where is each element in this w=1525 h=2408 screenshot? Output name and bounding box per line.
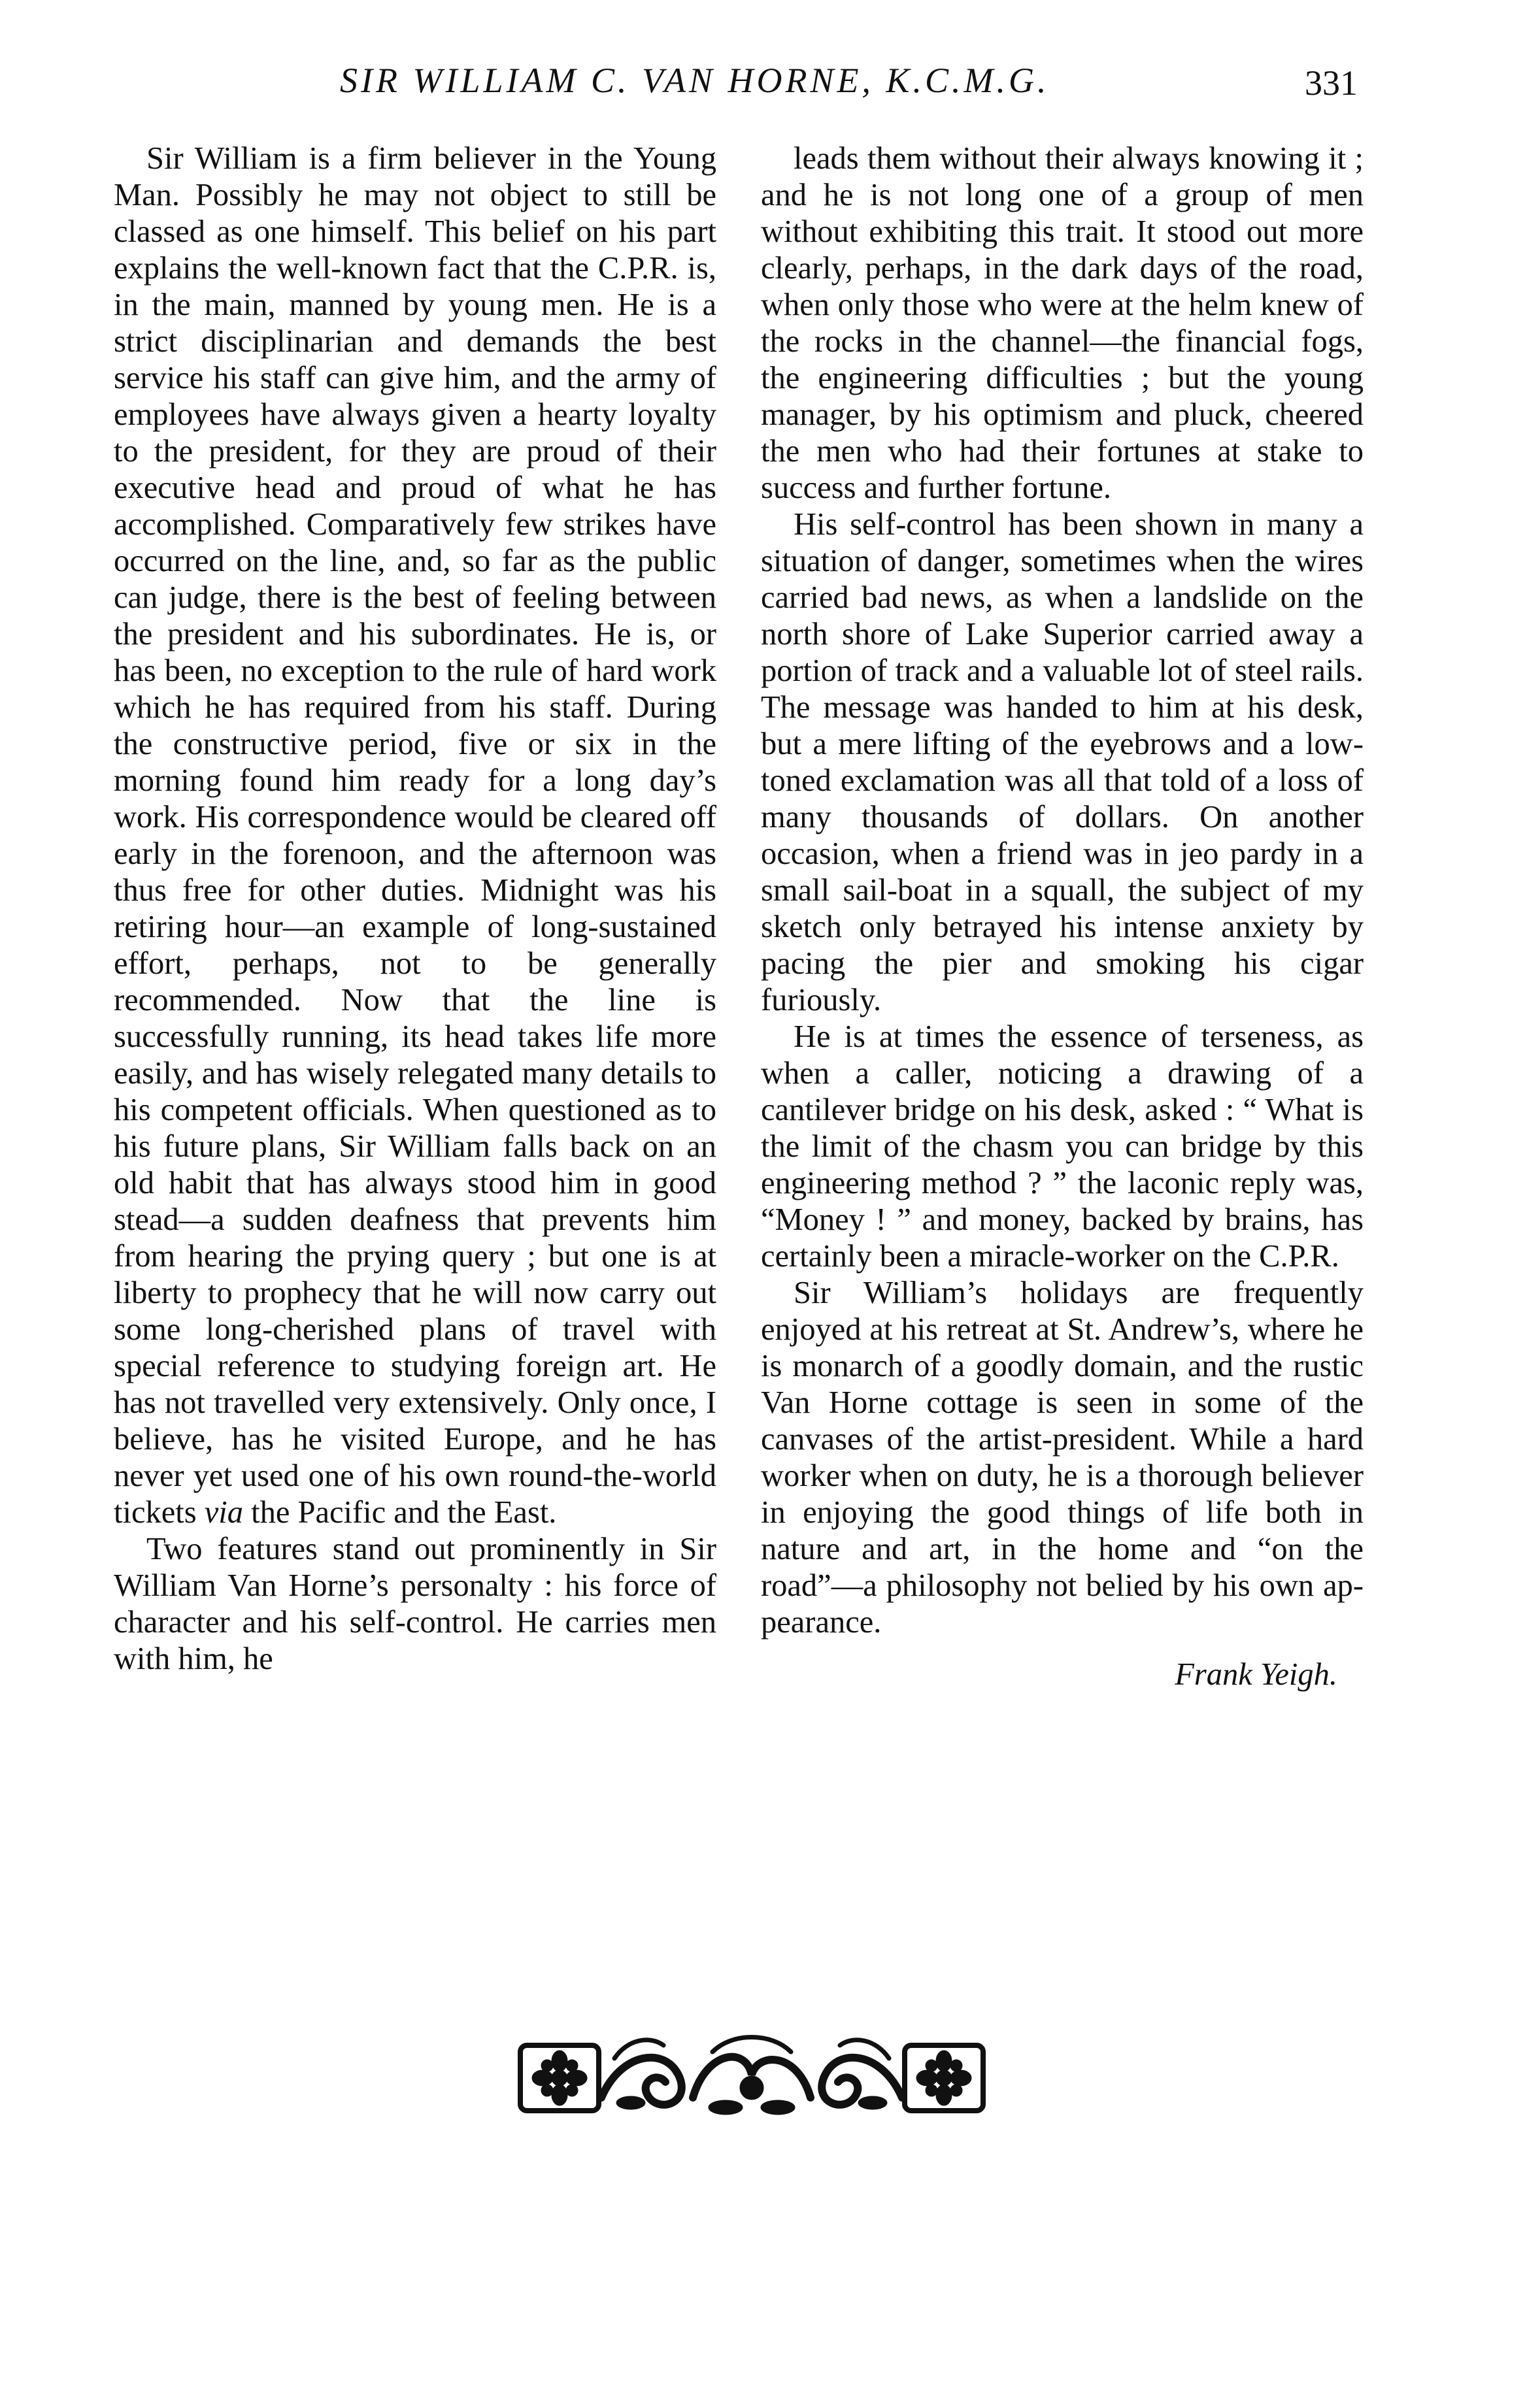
floral-tailpiece-icon (516, 2026, 987, 2124)
left-column (114, 140, 716, 1677)
left-paragraph-2: Two features stand out prominently in Sir William Van Horne’s personalty : his force of character and his self-control. He carries men with him, he (114, 1532, 716, 1676)
running-head (0, 60, 1525, 112)
right-paragraph-3: He is at times the essence of terseness, as when a caller, noticing a drawing of a cantilever bridge on his desk, asked : “ What is the limit of the chasm you can bridge by this engineering method ? ” the laconic reply was, “Money ! ” and money, backed by brains, has certainly been a miracle-worker on the C.P.R. (761, 1019, 1364, 1274)
left-paragraph-1-text: Sir William is a firm believer in the Young Man. Possibly he may not object to still be classed as one himself. This belief on his part explains the well-known fact that the C.P.R. is, in the main, manned by young men. He is a strict disciplinarian and demands the best service his staff can give him, and the army of employees have always given a hearty loyalty to the president, for they are proud of their executive head and proud of what he has accomplished. Comparatively few strikes have occurred on the line, and, so far as the public can judge, there is the best of feeling between the president and his subordinates. He is, or has been, no exception to the rule of hard work which he has required from his staff. During the constructive period, five or six in the morning found him ready for a long day’s work. His correspondence would be cleared off early in the forenoon, and the afternoon was thus free for other duties. Midnight was his retiring hour—an example of long-sustained effort, perhaps, not to be generally recommended. Now that the line is successfully running, its head takes life more easily, and has wisely relegated many details to his competent officials. When questioned as to his future plans, Sir William falls back on an old habit that has always stood him in good stead—a sudden deafness that prevents him from hearing the prying query ; but one is at liberty to prophecy that he will now carry out some long-cherished plans of travel with special reference to studying foreign art. He has not travelled very extensively. Only once, I believe, has he visited Europe, and he has never yet used one of his own round-the-world tickets (114, 141, 716, 1530)
right-column (761, 140, 1364, 1693)
left-paragraph-1-italic: via (204, 1495, 243, 1530)
right-paragraph-2: His self-control has been shown in many a situation of danger, sometimes when the wires carried bad news, as when a landslide on the north shore of Lake Superior carried away a portion of track and a valuable lot of steel rails. The message was handed to him at his desk, but a mere lifting of the eyebrows and a low-toned exclamation was all that told of a loss of many thousands of dollars. On another occasion, when a friend was in jeo pardy in a small sail-boat in a squall, the subject of my sketch only betrayed his intense anxiety by pacing the pier and smoking his cigar furiously. (761, 507, 1364, 1017)
right-paragraph-4: Sir William’s holidays are frequently enjoyed at his retreat at St. Andrew’s, where he is monarch of a goodly domain, and the rustic Van Horne cottage is seen in some of the canvases of the artist-president. While a hard worker when on duty, he is a thorough believer in enjoying the good things of life both in nature and art, in the home and “on the road”—a philosophy not belied by his own appearance. (761, 1276, 1364, 1640)
left-paragraph-1-end: the Pacific and the East. (251, 1495, 557, 1530)
page-number: 331 (1305, 63, 1358, 103)
author-signature: Frank Yeigh. (1175, 1657, 1337, 1692)
right-paragraph-1: leads them without their always knowing it ; and he is not long one of a group of men without exhibiting this trait. It stood out more clearly, perhaps, in the dark days of the road, when only those who were at the helm knew of the rocks in the channel—the financial fogs, the engineering difficulties ; but the young manager, by his optimism and pluck, cheered the men who had their fortunes at stake to success and further fortune. (761, 141, 1364, 505)
left-paragraph-1 (114, 140, 716, 1531)
running-title: SIR WILLIAM C. VAN HORNE, K.C.M.G. (340, 61, 1050, 100)
